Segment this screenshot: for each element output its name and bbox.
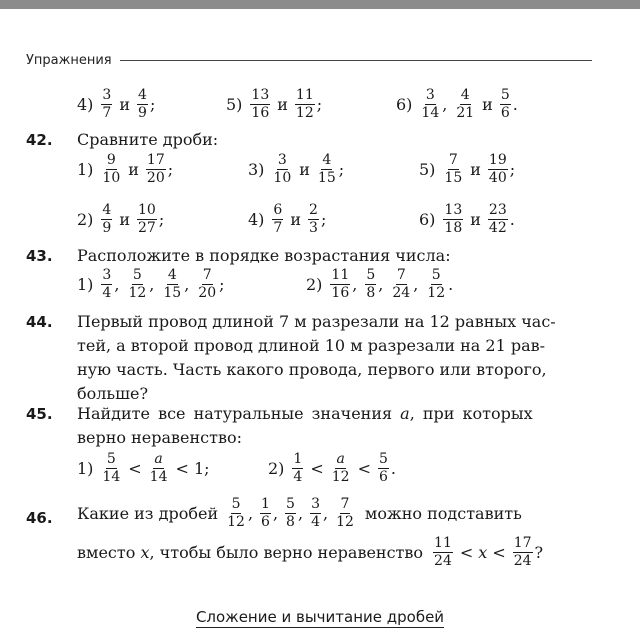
fraction: $\frac{6}{7}$	[273, 202, 283, 236]
ex42-item: 1) $\frac{9}{10}$ и $\frac{17}{20}$ ;	[77, 152, 174, 186]
fraction: $\frac{23}{42}$	[488, 202, 507, 236]
ex42-item: 4) $\frac{6}{7}$ и $\frac{2}{3}$ ;	[248, 202, 327, 236]
fraction: $\frac{a}{14}$	[149, 451, 168, 485]
fraction: $\frac{3}{4}$	[102, 267, 112, 301]
exercise-text-line: Первый провод длиной 7 м разрезали на 12 равных час-	[77, 312, 556, 331]
fraction: $\frac{9}{10}$	[102, 152, 121, 186]
ex41-item-5: 5) $\frac{13}{16}$ и $\frac{11}{12}$ ;	[226, 87, 323, 121]
fraction: $\frac{1}{6}$	[261, 496, 270, 530]
ex42-item: 6) $\frac{13}{18}$ и $\frac{23}{42}$ .	[419, 202, 515, 236]
exercise-number: 42.	[26, 131, 53, 149]
fraction: $\frac{11}{12}$	[295, 87, 314, 121]
fraction: $\frac{13}{16}$	[251, 87, 270, 121]
ex43-item: 1) $\frac{3}{4}$ , $\frac{5}{12}$ , $\frac{4}{15}$ , $\frac{7}{20}$ ;	[77, 267, 225, 301]
ex45-item: 1) $\frac{5}{14}$ < $\frac{a}{14}$ < 1;	[77, 451, 210, 485]
exercise-number: 44.	[26, 313, 53, 331]
fraction: $\frac{4}{15}$	[163, 267, 182, 301]
fraction: $\frac{7}{24}$	[392, 267, 411, 301]
exercise-text-line: больше?	[77, 384, 149, 403]
top-bar	[0, 0, 640, 9]
fraction: $\frac{4}{9}$	[138, 87, 147, 121]
section-title: Упражнения	[26, 52, 112, 68]
ex42-item: 2) $\frac{4}{9}$ и $\frac{10}{27}$ ;	[77, 202, 165, 236]
exercise-text-line: верно неравенство:	[77, 428, 242, 447]
fraction: $\frac{5}{12}$	[227, 496, 245, 530]
fraction: $\frac{3}{4}$	[311, 496, 320, 530]
fraction: $\frac{5}{8}$	[366, 267, 376, 301]
fraction: $\frac{17}{24}$	[513, 535, 532, 569]
fraction: $\frac{4}{15}$	[317, 152, 336, 186]
fraction: $\frac{5}{8}$	[286, 496, 295, 530]
ex41-item-4: 4) $\frac{3}{7}$ и $\frac{4}{9}$ ;	[77, 87, 156, 121]
ex46-line-1: Какие из дробей $\frac{5}{12}$ , $\frac{1}{6}$ , $\frac{5}{8}$ , $\frac{3}{4}$ , $\frac{7}{12}$ можно подставить	[77, 496, 522, 530]
ex41-item-6: 6) $\frac{3}{14}$ , $\frac{4}{21}$ и $\frac{5}{6}$ .	[396, 87, 518, 121]
fraction: $\frac{5}{6}$	[378, 451, 388, 485]
header-rule	[120, 60, 592, 61]
ex42-item: 3) $\frac{3}{10}$ и $\frac{4}{15}$ ;	[248, 152, 345, 186]
fraction: $\frac{3}{14}$	[421, 87, 440, 121]
fraction: $\frac{5}{6}$	[500, 87, 510, 121]
fraction: $\frac{2}{3}$	[309, 202, 318, 236]
fraction: $\frac{3}{10}$	[273, 152, 292, 186]
fraction: $\frac{4}{21}$	[456, 87, 475, 121]
fraction: $\frac{11}{16}$	[331, 267, 350, 301]
exercise-text-line: ную часть. Часть какого провода, первого или второго,	[77, 360, 547, 379]
fraction: $\frac{10}{27}$	[138, 202, 156, 236]
ex42-item: 5) $\frac{7}{15}$ и $\frac{19}{40}$ ;	[419, 152, 516, 186]
fraction: $\frac{1}{4}$	[293, 451, 303, 485]
fraction: $\frac{13}{18}$	[444, 202, 463, 236]
ex45-item: 2) $\frac{1}{4}$ < $\frac{a}{12}$ < $\frac{5}{6}$ .	[268, 451, 396, 485]
footer-title: Сложение и вычитание дробей	[195, 608, 445, 626]
fraction: $\frac{5}{14}$	[102, 451, 121, 485]
fraction: $\frac{5}{12}$	[128, 267, 147, 301]
fraction: $\frac{19}{40}$	[488, 152, 507, 186]
exercise-text-line: тей, а второй провод длиной 10 м разрезали на 21 рав-	[77, 336, 546, 355]
ex43-item: 2) $\frac{11}{16}$ , $\frac{5}{8}$ , $\frac{7}{24}$ , $\frac{5}{12}$ .	[306, 267, 454, 301]
fraction: $\frac{5}{12}$	[427, 267, 446, 301]
fraction: $\frac{7}{12}$	[336, 496, 354, 530]
exercise-number: 46.	[26, 509, 53, 527]
exercise-title: Расположите в порядке возрастания числа:	[77, 246, 451, 265]
section-footer	[0, 608, 640, 626]
exercise-number: 45.	[26, 405, 53, 423]
page-header	[26, 50, 592, 70]
fraction: $\frac{7}{15}$	[444, 152, 463, 186]
fraction: $\frac{4}{9}$	[102, 202, 112, 236]
fraction: $\frac{17}{20}$	[146, 152, 165, 186]
ex46-line-2: вместо x , чтобы было верно неравенство $\frac{11}{24}$ < x < $\frac{17}{24}$ ?	[77, 535, 544, 569]
fraction: $\frac{11}{24}$	[434, 535, 452, 569]
fraction: $\frac{a}{12}$	[331, 451, 350, 485]
exercise-title: Сравните дроби:	[77, 130, 219, 149]
fraction: $\frac{3}{7}$	[102, 87, 112, 121]
exercise-text-line: Найдите все натуральные значения a, при которых	[77, 404, 533, 423]
fraction: $\frac{7}{20}$	[198, 267, 217, 301]
exercise-number: 43.	[26, 247, 53, 265]
